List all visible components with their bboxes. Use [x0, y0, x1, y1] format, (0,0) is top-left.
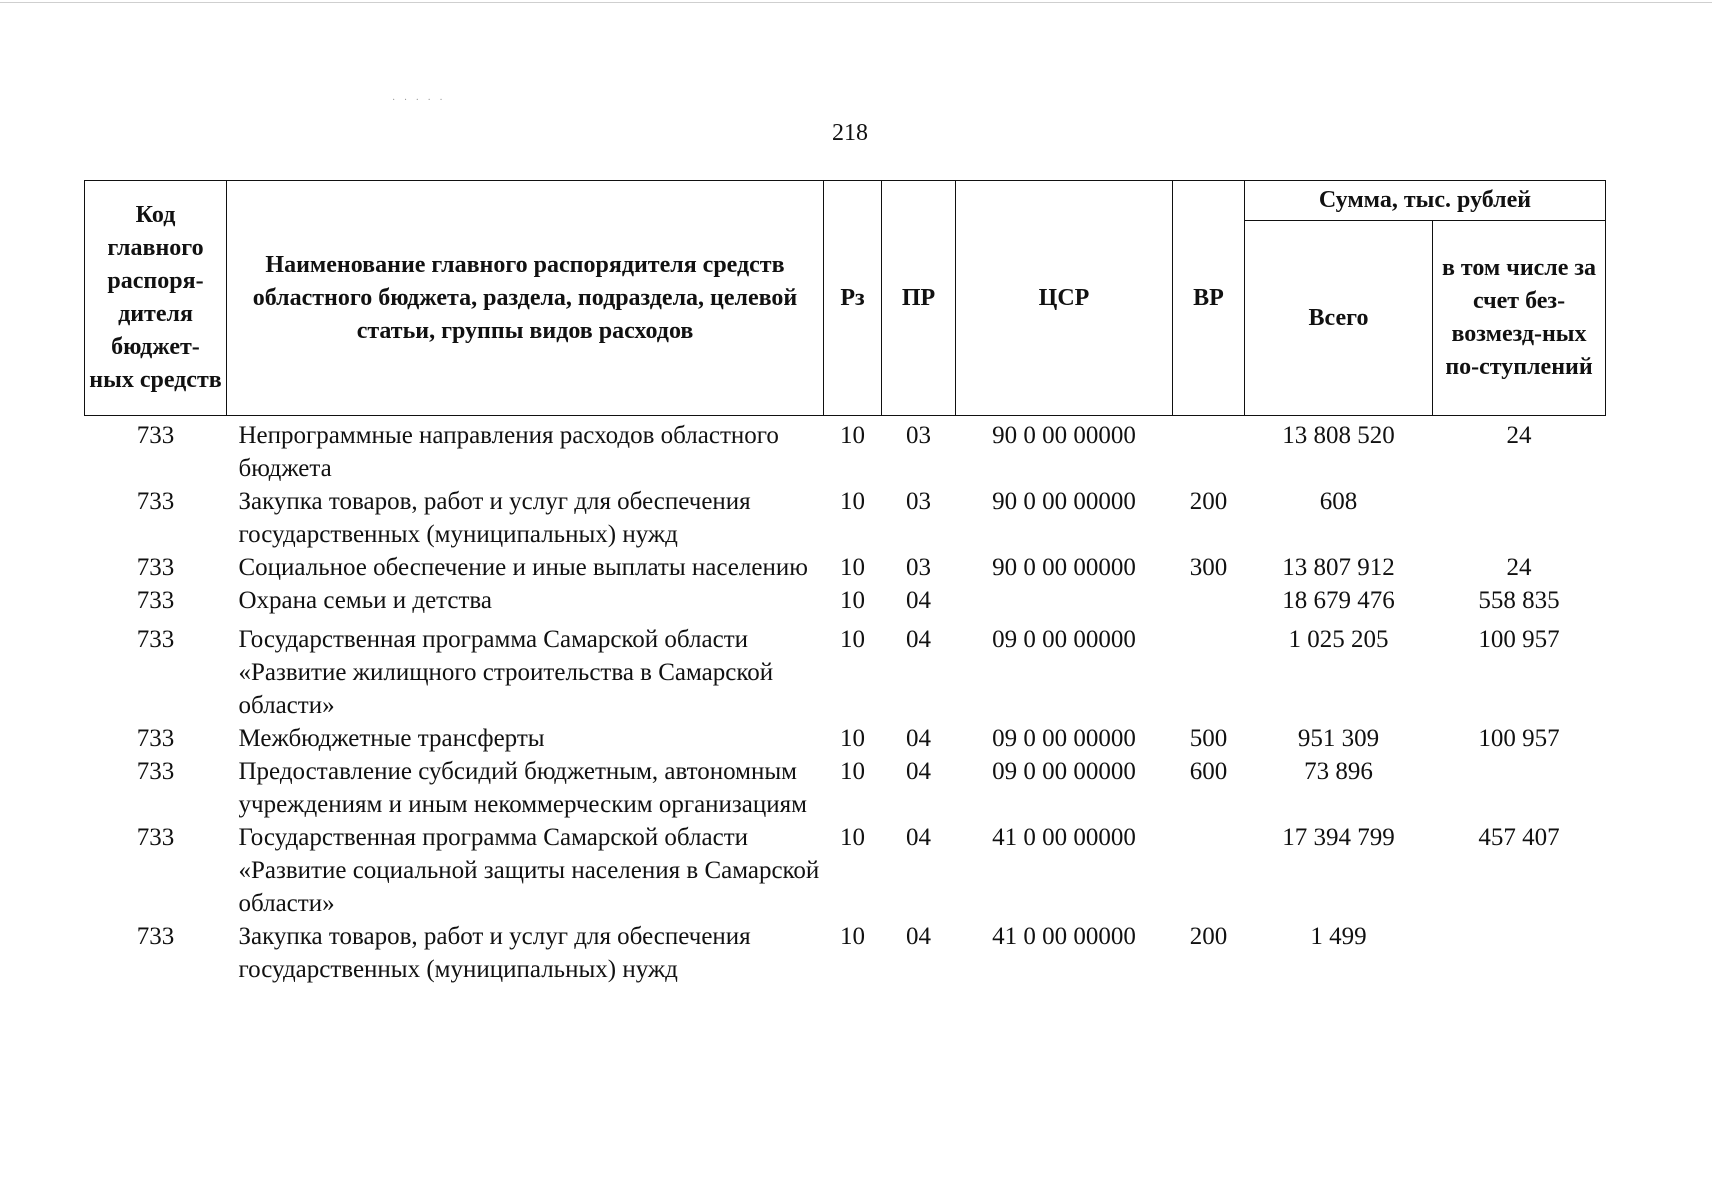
cell-total: 1 499 [1310, 923, 1367, 950]
cell-code: 733 [136, 422, 175, 449]
cell-rz: 10 [840, 725, 865, 752]
cell-pr: 04 [906, 758, 931, 785]
table-row [85, 551, 1606, 584]
header-pr: ПР [882, 181, 956, 416]
cell-incl: 24 [1506, 422, 1532, 449]
scan-edge-line [0, 2, 1712, 3]
cell-total: 951 309 [1297, 725, 1380, 752]
cell-pr: 03 [906, 422, 931, 449]
cell-code: 733 [136, 758, 175, 785]
header-sum-group: Сумма, тыс. рублей [1245, 181, 1606, 221]
header-code: Код главного распоря-дителя бюджет-ных средств [85, 181, 227, 416]
table-row [85, 485, 1606, 551]
cell-csr: 90 0 00 00000 [992, 422, 1136, 449]
table-body [85, 416, 1606, 987]
cell-name: Непрограммные направления расходов областного бюджета [238, 422, 779, 482]
cell-total: 13 808 520 [1282, 422, 1395, 449]
cell-pr: 04 [906, 923, 931, 950]
cell-vr: 600 [1189, 758, 1228, 785]
cell-vr: 200 [1189, 488, 1228, 515]
cell-pr: 04 [906, 725, 931, 752]
cell-csr: 09 0 00 00000 [992, 758, 1136, 785]
cell-name: Предоставление субсидий бюджетным, автономным учреждениям и иным некоммерческим организациям [238, 758, 807, 818]
cell-incl: 558 835 [1478, 587, 1560, 614]
cell-csr: 90 0 00 00000 [992, 554, 1136, 581]
cell-total: 17 394 799 [1282, 824, 1395, 851]
cell-name: Межбюджетные трансферты [238, 725, 545, 752]
cell-rz: 10 [840, 626, 865, 653]
cell-vr: 300 [1189, 554, 1228, 581]
table-header [85, 181, 1606, 416]
cell-rz: 10 [840, 554, 865, 581]
cell-name: Государственная программа Самарской области «Развитие социальной защиты населения в Самарской области» [238, 824, 820, 917]
cell-total: 18 679 476 [1282, 587, 1395, 614]
cell-pr: 04 [906, 587, 931, 614]
scan-noise-decoration: · · · · · [392, 95, 446, 106]
table-row [85, 722, 1606, 755]
cell-csr: 09 0 00 00000 [992, 626, 1136, 653]
table-row [85, 821, 1606, 920]
cell-pr: 03 [906, 488, 931, 515]
cell-incl: 100 957 [1478, 725, 1560, 752]
header-incl: в том числе за счет без-возмезд-ных по-ступлений [1433, 221, 1606, 416]
header-vr: ВР [1173, 181, 1245, 416]
cell-code: 733 [136, 554, 175, 581]
cell-total: 13 807 912 [1282, 554, 1395, 581]
cell-rz: 10 [840, 587, 865, 614]
cell-incl [1433, 485, 1606, 551]
table-row [85, 920, 1606, 986]
cell-vr [1173, 416, 1245, 486]
header-total: Всего [1245, 221, 1433, 416]
cell-rz: 10 [840, 824, 865, 851]
cell-total: 608 [1319, 488, 1358, 515]
cell-total: 73 896 [1304, 758, 1373, 785]
cell-vr [1173, 617, 1245, 722]
cell-incl: 457 407 [1478, 824, 1560, 851]
cell-pr: 04 [906, 626, 931, 653]
cell-incl [1433, 755, 1606, 821]
cell-name: Охрана семьи и детства [238, 587, 492, 614]
cell-code: 733 [136, 626, 175, 653]
cell-name: Государственная программа Самарской области «Развитие жилищного строительства в Самарской области» [238, 626, 774, 719]
cell-total: 1 025 205 [1288, 626, 1389, 653]
cell-code: 733 [136, 824, 175, 851]
cell-code: 733 [136, 488, 175, 515]
table-row [85, 755, 1606, 821]
cell-incl [1433, 920, 1606, 986]
cell-csr: 41 0 00 00000 [992, 923, 1136, 950]
cell-rz: 10 [840, 422, 865, 449]
cell-name: Закупка товаров, работ и услуг для обеспечения государственных (муниципальных) нужд [238, 923, 751, 983]
header-csr: ЦСР [956, 181, 1173, 416]
page-number: 218 [832, 120, 868, 146]
cell-csr: 90 0 00 00000 [992, 488, 1136, 515]
header-name: Наименование главного распорядителя средств областного бюджета, раздела, подраздела, целевой статьи, группы видов расходов [227, 181, 824, 416]
table-row [85, 617, 1606, 722]
cell-csr: 41 0 00 00000 [992, 824, 1136, 851]
cell-csr: 09 0 00 00000 [992, 725, 1136, 752]
budget-table [84, 180, 1606, 986]
cell-code: 733 [136, 923, 175, 950]
cell-csr [956, 584, 1173, 617]
cell-pr: 03 [906, 554, 931, 581]
cell-pr: 04 [906, 824, 931, 851]
cell-rz: 10 [840, 488, 865, 515]
cell-code: 733 [136, 587, 175, 614]
table-row [85, 584, 1606, 617]
cell-rz: 10 [840, 923, 865, 950]
cell-name: Социальное обеспечение и иные выплаты населению [238, 554, 808, 581]
cell-vr [1173, 821, 1245, 920]
cell-code: 733 [136, 725, 175, 752]
cell-incl: 24 [1506, 554, 1532, 581]
cell-name: Закупка товаров, работ и услуг для обеспечения государственных (муниципальных) нужд [238, 488, 751, 548]
cell-vr [1173, 584, 1245, 617]
cell-vr: 200 [1189, 923, 1228, 950]
cell-vr: 500 [1189, 725, 1228, 752]
table-row [85, 416, 1606, 486]
header-rz: Рз [824, 181, 882, 416]
cell-incl: 100 957 [1478, 626, 1560, 653]
cell-rz: 10 [840, 758, 865, 785]
